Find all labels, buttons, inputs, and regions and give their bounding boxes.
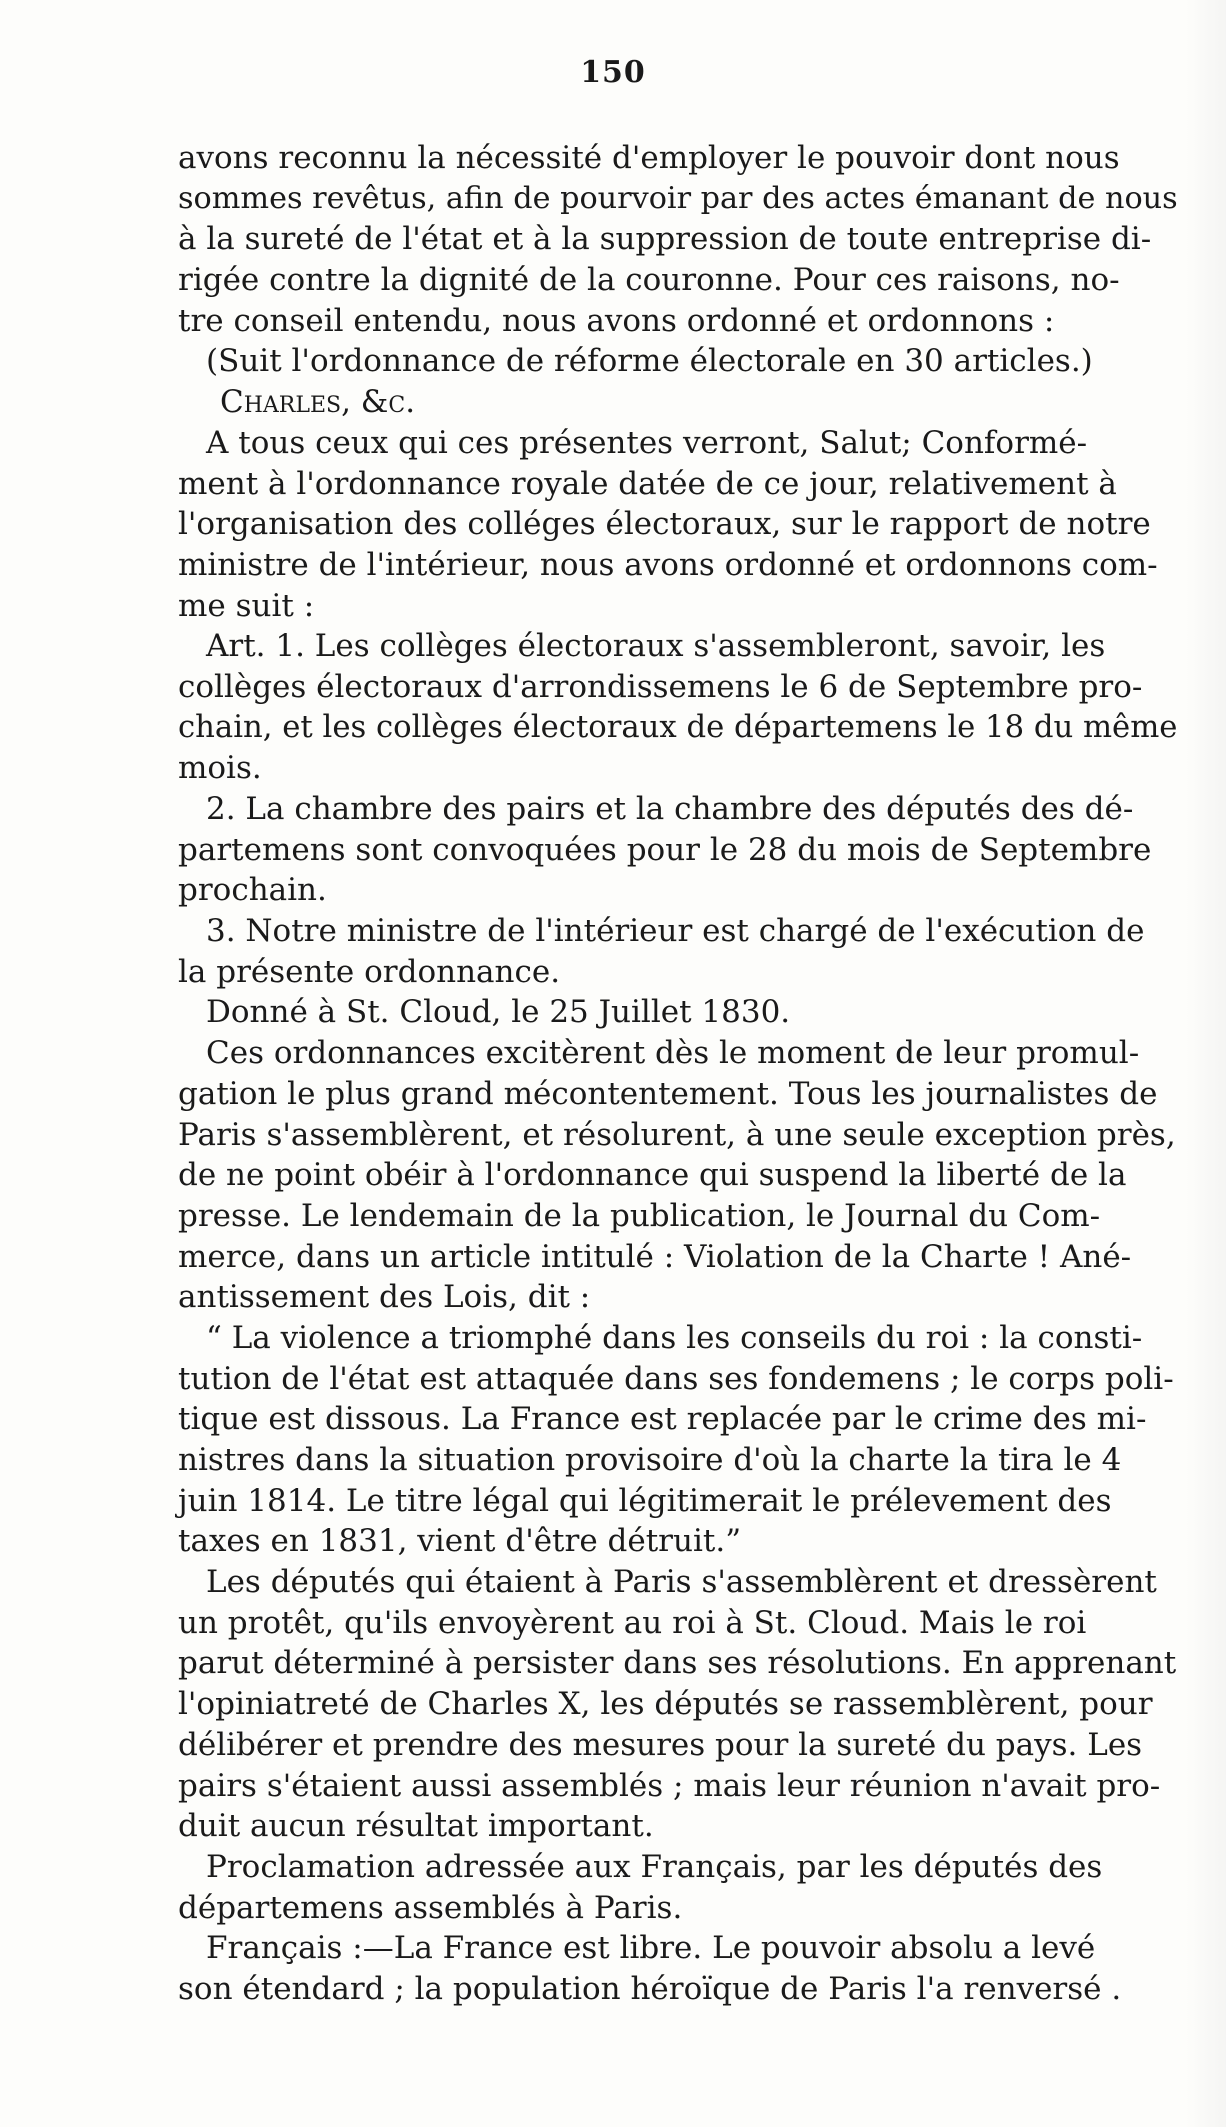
text-line: Français :—La France est libre. Le pouvoir absolu a levé [206, 1930, 1096, 1967]
text-line: tique est dissous. La France est replacée par le crime des mi- [178, 1401, 1147, 1438]
text-line: avons reconnu la nécessité d'employer le pouvoir dont nous [178, 140, 1120, 176]
text-line: ministre de l'intérieur, nous avons ordonné et ordonnons com- [178, 546, 1158, 583]
text-line: l'opiniatreté de Charles X, les députés se rassemblèrent, pour [178, 1686, 1153, 1723]
body-text [178, 138, 1178, 2010]
text-line: Art. 1. Les collèges électoraux s'assembleront, savoir, les [206, 628, 1106, 665]
text-line: son étendard ; la population héroïque de Paris l'a renversé . [178, 1970, 1122, 2007]
text-line: Charles, &c. [220, 384, 416, 421]
text-line: merce, dans un article intitulé : Violation de la Charte ! Ané- [178, 1238, 1132, 1275]
scan-edge-shading [1186, 0, 1226, 2127]
text-line: la présente ordonnance. [178, 953, 561, 990]
text-line: ment à l'ordonnance royale datée de ce jour, relativement à [178, 465, 1117, 502]
text-line: partemens sont convoquées pour le 28 du mois de Septembre [178, 831, 1152, 868]
text-line: de ne point obéir à l'ordonnance qui suspend la liberté de la [178, 1157, 1127, 1194]
text-line: tre conseil entendu, nous avons ordonné et ordonnons : [178, 302, 1055, 339]
text-line: Les députés qui étaient à Paris s'assemblèrent et dressèrent [206, 1564, 1157, 1601]
text-line: à la sureté de l'état et à la suppression de toute entreprise di- [178, 221, 1152, 258]
text-line: mois. [178, 750, 262, 787]
text-line: nistres dans la situation provisoire d'où la charte la tira le 4 [178, 1442, 1122, 1478]
text-line: un protêt, qu'ils envoyèrent au roi à St. Cloud. Mais le roi [178, 1604, 1087, 1641]
page-number: 150 [580, 55, 646, 90]
text-line: antissement des Lois, dit : [178, 1279, 591, 1316]
text-line: Ces ordonnances excitèrent dès le moment de leur promul- [206, 1035, 1140, 1072]
text-line: “ La violence a triomphé dans les conseils du roi : la consti- [206, 1319, 1143, 1356]
text-line: taxes en 1831, vient d'être détruit.” [178, 1523, 742, 1560]
text-line: parut déterminé à persister dans ses résolutions. En apprenant [178, 1645, 1177, 1682]
text-line: Proclamation adressée aux Français, par les députés des [206, 1848, 1103, 1885]
text-line: presse. Le lendemain de la publication, le Journal du Com- [178, 1197, 1101, 1234]
text-line: me suit : [178, 587, 315, 624]
text-line: gation le plus grand mécontentement. Tous les journalistes de [178, 1075, 1158, 1112]
text-line: collèges électoraux d'arrondissemens le 6 de Septembre pro- [178, 668, 1143, 705]
text-line: délibérer et prendre des mesures pour la sureté du pays. Les [178, 1726, 1143, 1763]
text-line: Donné à St. Cloud, le 25 Juillet 1830. [206, 994, 791, 1031]
text-line: prochain. [178, 872, 327, 909]
text-line: l'organisation des colléges électoraux, sur le rapport de notre [178, 506, 1151, 543]
text-line: A tous ceux qui ces présentes verront, Salut; Conformé- [206, 424, 1088, 461]
text-line: Paris s'assemblèrent, et résolurent, à une seule exception près, [178, 1116, 1176, 1153]
text-line: départemens assemblés à Paris. [178, 1889, 683, 1926]
text-line: sommes revêtus, afin de pourvoir par des actes émanant de nous [178, 180, 1178, 216]
text-line: (Suit l'ordonnance de réforme électorale en 30 articles.) [206, 343, 1093, 380]
text-line: pairs s'étaient aussi assemblés ; mais leur réunion n'avait pro- [178, 1767, 1161, 1804]
text-line: 2. La chambre des pairs et la chambre des députés des dé- [206, 791, 1134, 827]
text-line: tution de l'état est attaquée dans ses fondemens ; le corps poli- [178, 1360, 1174, 1397]
text-line: juin 1814. Le titre légal qui légitimerait le prélevement des [178, 1482, 1112, 1519]
text-line: duit aucun résultat important. [178, 1808, 654, 1845]
text-line: rigée contre la dignité de la couronne. Pour ces raisons, no- [178, 262, 1120, 299]
text-line: 3. Notre ministre de l'intérieur est chargé de l'exécution de [206, 913, 1145, 950]
text-line: chain, et les collèges électoraux de départemens le 18 du même [178, 709, 1178, 745]
